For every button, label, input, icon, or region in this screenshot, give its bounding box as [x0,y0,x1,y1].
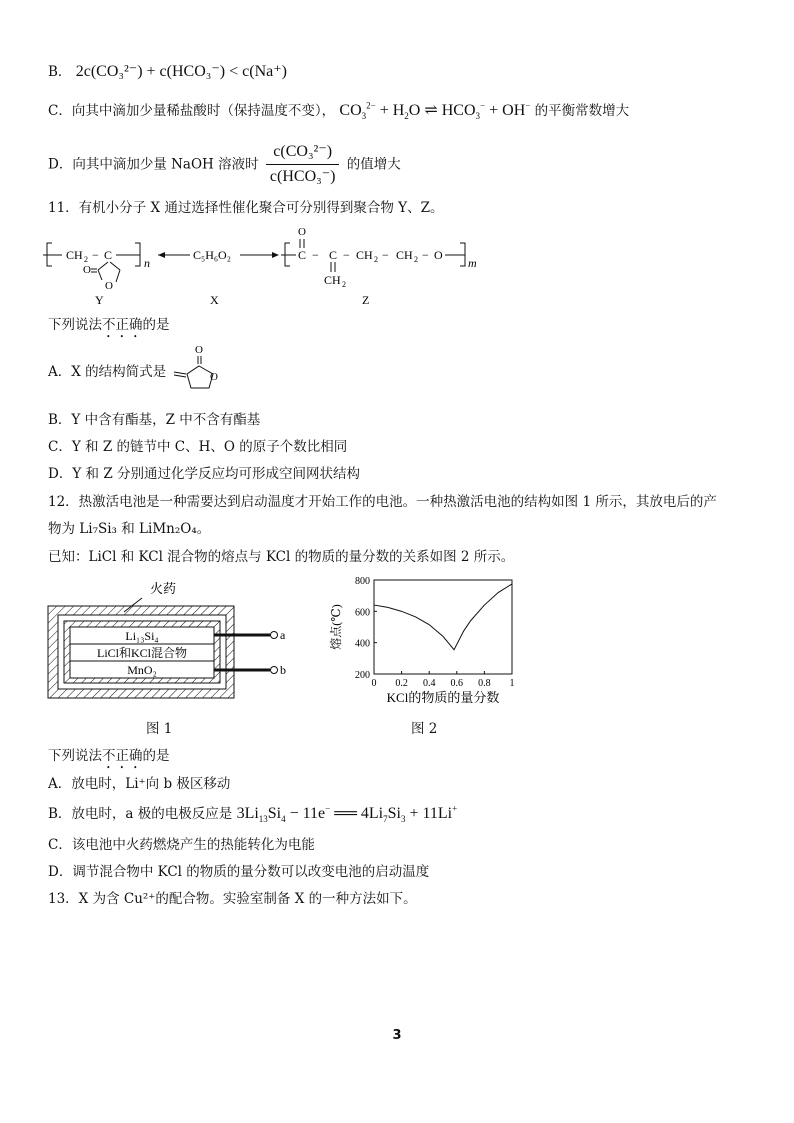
series-line-melting-point [374,584,512,650]
q11-question-pre: 下列说法 [48,317,102,333]
fig1-label-fire: 火药 [150,581,177,596]
svg-text:−: − [422,248,429,262]
x-tick-label: 0.2 [395,678,408,689]
q11-option-a [48,363,166,381]
svg-text:2: 2 [414,255,418,264]
q10-option-d-text: D．向其中滴加少量 NaOH 溶液时 [48,156,259,173]
q11-option-d: D．Y 和 Z 分别通过化学反应均可形成空间网状结构 [48,466,360,482]
svg-text:C: C [104,248,113,262]
q13-stem: 13．X 为含 Cu²⁺的配合物。实验室制备 X 的一种方法如下。 [48,891,417,907]
q10-option-c [48,102,629,120]
q10-option-b-label: B． [48,64,72,80]
y-tick-label: 200 [355,670,370,681]
x-tick-label: 0.6 [450,678,464,689]
fig1-caption: 图 1 [146,721,173,737]
label-y: Y [95,293,104,307]
q12-question [48,747,170,772]
q10-option-d-numerator: c(CO₃²⁻) [266,140,340,165]
svg-text:n: n [144,256,150,270]
y-axis-label: 熔点(℃) [329,604,343,650]
polymer-y-structure [43,243,150,292]
q11-option-b: B．Y 中含有酯基，Z 中不含有酯基 [48,412,261,428]
x-tick-label: 0 [371,678,377,689]
q11-option-c: C．Y 和 Z 的链节中 C、H、O 的原子个数比相同 [48,439,348,455]
x-tick-label: 0.8 [478,678,491,689]
q12-question-pre: 下列说法 [48,748,102,764]
q11-question-emphasis: 不正确 [102,317,143,333]
fig1-layer2-label: LiCl和KCl混合物 [96,646,188,660]
q11-option-a-text: A．X 的结构简式是 [48,364,167,380]
q12-option-c: C．该电池中火药燃烧产生的热能转化为电能 [48,837,315,853]
q12-question-post: 的是 [142,748,170,764]
svg-text:CH: CH [396,248,413,262]
svg-text:2: 2 [84,255,88,264]
page-number: 3 [392,1028,402,1043]
y-tick-label: 400 [355,638,370,650]
q10-option-c-tail: 的平衡常数增大 [534,103,630,119]
x-tick-label: 1 [509,678,515,689]
svg-text:CH: CH [324,273,341,287]
svg-text:−: − [92,248,99,262]
q12-option-b-equation: $3Li_{13}Si_4 - 11e^-$ ══ $4Li_7Si_3 + 11Li^+$ [236,803,458,825]
svg-text:2: 2 [374,255,378,264]
q11-polymer-scheme [40,222,500,312]
q11-option-a-structure [172,340,242,392]
svg-text:C: C [329,248,338,262]
y-tick-label: 800 [355,576,370,587]
q12-option-a: A．放电时，Li⁺向 b 极区移动 [48,776,231,792]
q12-known: 已知：LiCl 和 KCl 混合物的熔点与 KCl 的物质的量分数的关系如图 2 所示。 [48,549,515,565]
fig1-terminal-a: a [280,628,286,642]
svg-text:−: − [312,248,319,262]
svg-text:O: O [83,264,91,276]
q12-stem-line2: 物为 Li₇Si₃ 和 LiMn₂O₄。 [48,521,211,537]
polymer-z-structure [281,226,477,289]
svg-text:2: 2 [342,280,346,289]
y-tick-label: 600 [355,607,370,619]
q12-stem-line1: 12．热激活电池是一种需要达到启动温度才开始工作的电池。一种热激活电池的结构如图 1 所示，其放电后的产 [48,494,717,510]
monomer-x-formula: C₅H₆O₂ [193,248,231,262]
q12-option-b [48,805,457,823]
svg-text:CH: CH [356,248,373,262]
figure-2-chart [318,570,528,715]
svg-text:C: C [298,248,307,262]
figure-1-battery [44,576,304,706]
q11-stem: 11．有机小分子 X 通过选择性催化聚合可分别得到聚合物 Y、Z。 [48,200,444,216]
svg-text:O: O [210,371,218,383]
q10-option-d-fraction [266,140,340,189]
q10-option-c-text: C．向其中滴加少量稀盐酸时（保持温度不变）， [48,103,336,119]
svg-text:O: O [195,344,203,356]
q10-option-c-equation: $CO_3^{2-} + H_2O$ ⇌ $HCO_3^- + OH^-$ [339,100,531,122]
q10-option-d [48,140,401,189]
q10-option-b-formula: 2c(CO₃²⁻) + c(HCO₃⁻) < c(Na⁺) [75,63,287,80]
chart-frame [374,580,512,674]
q12-question-emphasis: 不正确 [102,748,143,764]
fig1-layer3-label: MnO₂ [127,663,157,677]
q11-question-post: 的是 [142,317,170,333]
svg-text:−: − [382,248,389,262]
q10-option-d-tail: 的值增大 [346,156,401,173]
fig1-layer1-label: Li₁₃Si₄ [125,629,159,643]
svg-text:m: m [468,256,477,270]
svg-text:O: O [434,248,443,262]
fig1-terminal-b: b [280,663,286,677]
x-axis-label: KCl的物质的量分数 [386,690,500,705]
fig2-caption: 图 2 [411,721,438,737]
svg-text:−: − [343,248,350,262]
svg-text:O: O [298,226,306,238]
x-tick-label: 0.4 [422,678,436,689]
q10-option-d-denominator: c(HCO₃⁻) [269,168,336,185]
q11-question [48,316,170,341]
label-z: Z [362,293,370,307]
svg-text:O: O [105,280,113,292]
q12-option-d: D．调节混合物中 KCl 的物质的量分数可以改变电池的启动温度 [48,864,430,880]
q12-option-b-prefix: B．放电时，a 极的电极反应是 [48,806,233,822]
svg-text:CH: CH [66,248,83,262]
q10-option-b [48,63,287,81]
label-x: X [210,293,219,307]
